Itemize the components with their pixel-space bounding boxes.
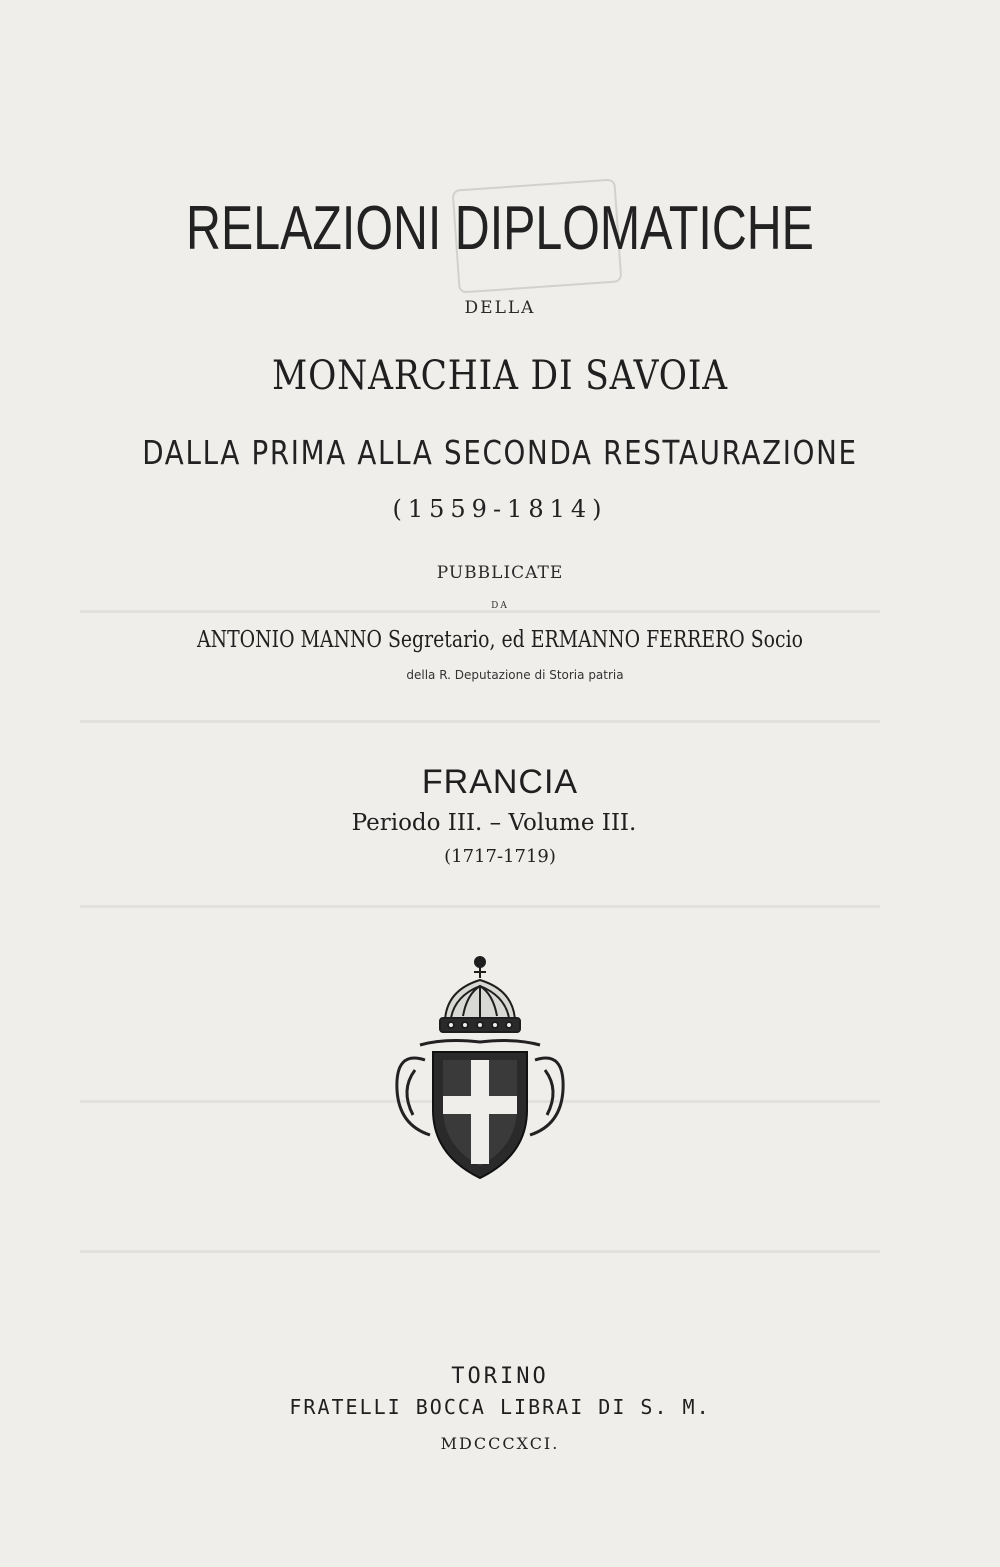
authors: ANTONIO MANNO Segretario, ed ERMANNO FERRERO Socio xyxy=(196,627,804,653)
savoy-crowned-shield-icon xyxy=(385,950,575,1190)
bleed-through-line xyxy=(80,905,880,908)
bleed-through-line xyxy=(80,720,880,723)
by-label: DA xyxy=(491,601,509,611)
title-connector: DELLA xyxy=(464,298,536,318)
publication-city: TORINO xyxy=(451,1364,549,1389)
publisher: FRATELLI BOCCA LIBRAI DI S. M. xyxy=(289,1395,711,1419)
bleed-through-line xyxy=(80,1250,880,1253)
date-range: (1559-1814) xyxy=(392,495,608,523)
period-subtitle: DALLA PRIMA ALLA SECONDA RESTAURAZIONE xyxy=(142,433,858,472)
volume-date-range: (1717-1719) xyxy=(444,846,556,867)
book-title: RELAZIONI DIPLOMATICHE xyxy=(186,194,814,263)
country-heading: FRANCIA xyxy=(421,763,579,801)
publication-year: MDCCCXCI. xyxy=(440,1434,560,1453)
published-label: PUBBLICATE xyxy=(436,563,564,583)
monarchy-title: MONARCHIA DI SAVOIA xyxy=(272,353,728,399)
society-affiliation: della R. Deputazione di Storia patria xyxy=(406,668,624,682)
period-volume: Periodo III. – Volume III. xyxy=(351,810,637,836)
